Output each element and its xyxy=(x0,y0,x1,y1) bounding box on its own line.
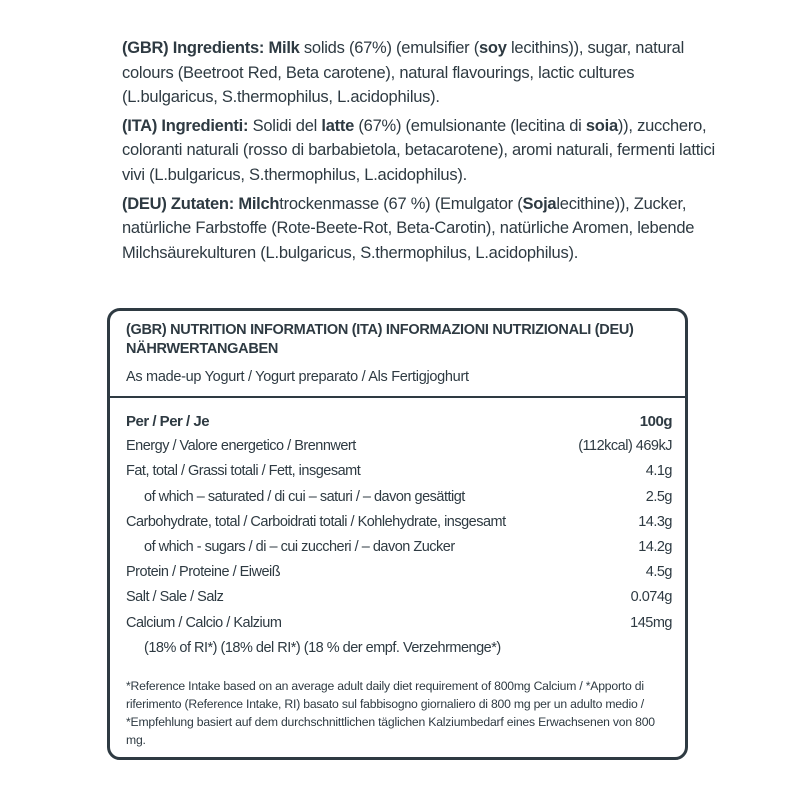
row-value: 4.1g xyxy=(645,463,672,480)
row-label: (18% of RI*) (18% del RI*) (18 % der empf. Verzehrmenge*) xyxy=(144,639,501,656)
per-label: Per / Per / Je xyxy=(126,413,210,430)
row-value: 0.074g xyxy=(630,589,672,606)
ingredients-ita xyxy=(122,114,722,188)
nutrition-row-saturated xyxy=(126,485,672,510)
nutrition-row-calcium-ri xyxy=(126,636,672,661)
row-value: 145mg xyxy=(630,614,672,631)
row-value: 14.3g xyxy=(638,513,672,530)
allergen-soia: soia xyxy=(585,116,618,135)
ingredients-ita-prefix: (ITA) Ingredienti: xyxy=(122,116,249,135)
ingredients-deu-prefix: (DEU) Zutaten: xyxy=(122,194,239,213)
row-label: of which – saturated / di cui – saturi / – davon gesättigt xyxy=(144,488,465,505)
nutrition-row-fat xyxy=(126,459,672,484)
row-label: Protein / Proteine / Eiweiß xyxy=(126,564,281,581)
nutrition-title: (GBR) NUTRITION INFORMATION (ITA) INFORMAZIONI NUTRIZIONALI (DEU) NÄHRWERTANGABEN xyxy=(126,322,634,357)
allergen-milk: Milk xyxy=(268,39,300,57)
row-value: 2.5g xyxy=(645,488,672,505)
nutrition-panel xyxy=(107,308,688,760)
allergen-latte: latte xyxy=(321,116,355,135)
row-label: Carbohydrate, total / Carboidrati totali / Kohlehydrate, insgesamt xyxy=(126,513,506,530)
row-label: Salt / Sale / Salz xyxy=(126,589,224,606)
ingredients-ita-text-3: )), zucchero, coloranti naturali (rosso di barbabietola, betacarotene), aromi naturali, fermenti lattici vivi (L.bulgaricus, S.thermophilus, L.acidophilus). xyxy=(122,116,715,184)
nutrition-row-salt xyxy=(126,585,672,610)
row-label: Calcium / Calcio / Kalzium xyxy=(126,614,282,631)
nutrition-header-row xyxy=(126,409,672,434)
ingredients-ita-text-1: Solidi del xyxy=(248,116,322,135)
nutrition-row-protein xyxy=(126,560,672,585)
row-label: Energy / Valore energetico / Brennwert xyxy=(126,438,356,455)
ingredients-gbr-prefix: (GBR) Ingredients: xyxy=(122,39,269,57)
row-value: 4.5g xyxy=(645,564,672,581)
nutrition-table xyxy=(126,409,672,661)
nutrition-row-energy xyxy=(126,434,672,459)
ingredients-ita-text-2: (67%) (emulsionante (lecitina di xyxy=(354,116,586,135)
ingredients-deu-text-2: lecithine)), Zucker, natürliche Farbstoffe (Rote-Beete-Rot, Beta-Carotin), natürliche Aromen, lebende Milchsäurekulturen (L.bulgaricus, S.thermophilus, L.acidophilus). xyxy=(122,194,695,262)
ingredients-gbr xyxy=(122,36,722,110)
ingredients-gbr-text-2: lecithins)), sugar, natural colours (Beetroot Red, Beta carotene), natural flavourings, lactic cultures (L.bulgaricus, S.thermophilus, L.acidophilus). xyxy=(122,39,684,107)
ingredients-deu xyxy=(122,192,722,266)
allergen-soja: Soja xyxy=(522,194,557,213)
nutrition-row-carbohydrate xyxy=(126,510,672,535)
nutrition-row-sugars xyxy=(126,535,672,560)
row-label: Fat, total / Grassi totali / Fett, insgesamt xyxy=(126,463,361,480)
row-value: (112kcal) 469kJ xyxy=(578,438,672,455)
row-label: of which - sugars / di – cui zuccheri / – davon Zucker xyxy=(144,538,455,555)
per-value: 100g xyxy=(639,413,672,430)
nutrition-divider xyxy=(110,396,685,398)
allergen-milch: Milch xyxy=(238,194,280,213)
nutrition-subtitle: As made-up Yogurt / Yogurt preparato / Als Fertigjoghurt xyxy=(126,369,469,385)
reference-intake-footnote: *Reference Intake based on an average adult daily diet requirement of 800mg Calcium / *Apporto di riferimento (Reference Intake, RI) basato sul fabbisogno giornaliero di 800 mg per un adulto medio / *Empfehlung basiert auf dem durchschnittlichen täglichen Kalziumbedarf eines Erwachsenen von 800 mg. xyxy=(126,679,655,747)
nutrition-row-calcium xyxy=(126,611,672,636)
allergen-soy: soy xyxy=(478,39,507,57)
ingredients-section xyxy=(122,36,722,269)
ingredients-deu-text-1: trockenmasse (67 %) (Emulgator ( xyxy=(279,194,523,213)
row-value: 14.2g xyxy=(638,538,672,555)
ingredients-gbr-text-1: solids (67%) (emulsifier ( xyxy=(299,39,479,57)
